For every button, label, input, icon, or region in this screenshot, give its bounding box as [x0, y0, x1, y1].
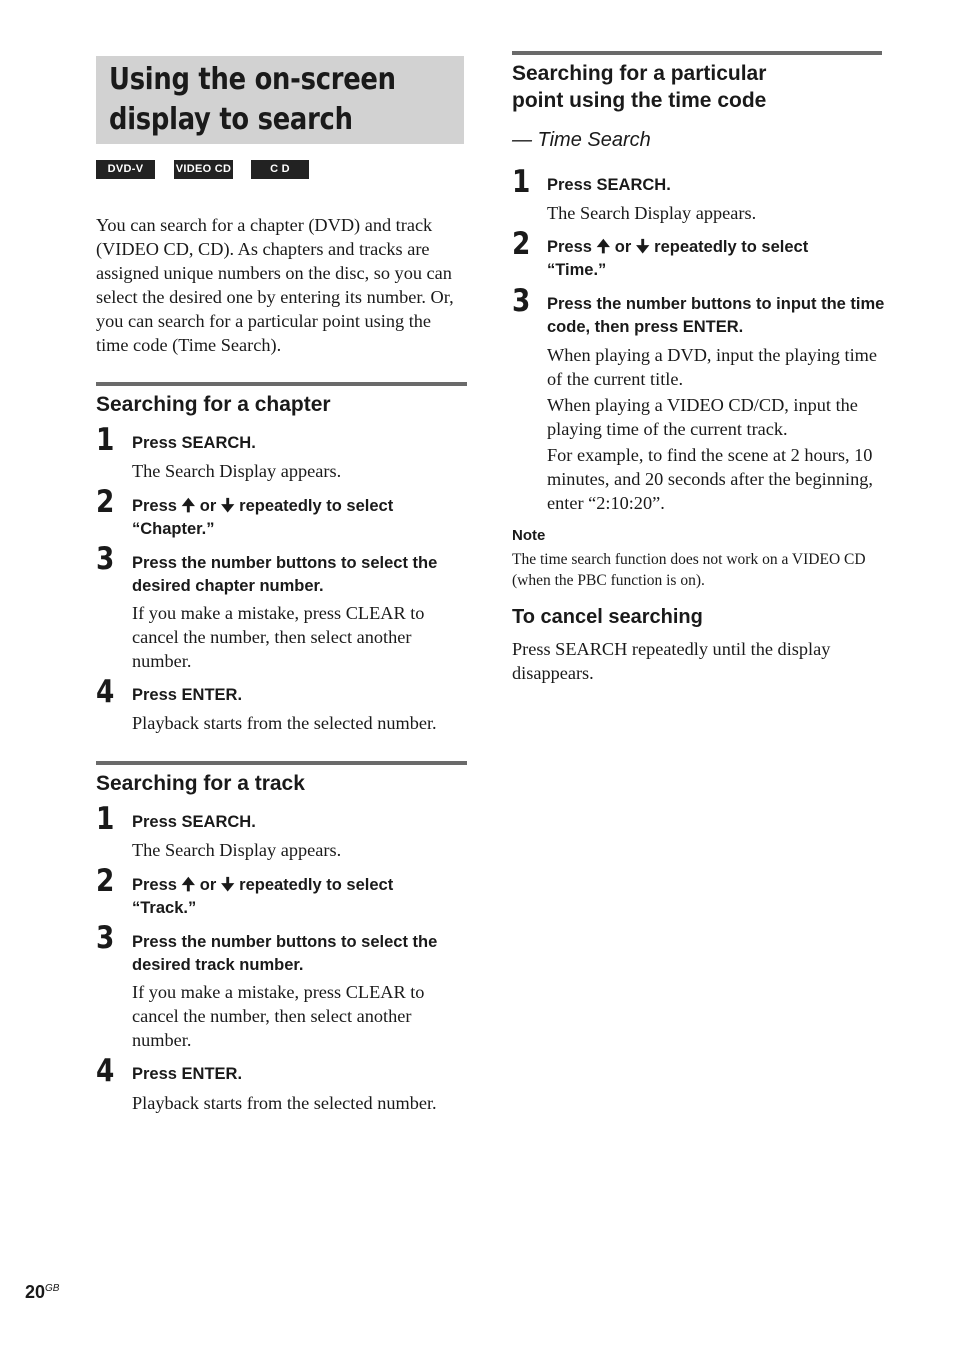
chapter-step-2-instruction: Press 🠉 or 🠋 repeatedly to select “Chapter.”	[132, 497, 394, 538]
down-arrow-icon: 🠋	[635, 238, 650, 256]
page-title	[109, 60, 410, 140]
chapter-step-3-instruction: Press the number buttons to select the desired chapter number.	[132, 554, 438, 595]
intro-paragraph: You can search for a chapter (DVD) and track (VIDEO CD, CD). As chapters and tracks are assigned unique numbers on the disc, so you can select the desired one by entering its number. Or, you can search for a particular point using the time code (Time Search).	[96, 215, 454, 355]
down-arrow-icon: 🠋	[220, 497, 235, 515]
heading-cancel-searching: To cancel searching	[512, 606, 703, 628]
chapter-step-3-body: If you make a mistake, press CLEAR to cancel the number, then select another number.	[132, 603, 425, 671]
track-step-1-body: The Search Display appears.	[132, 840, 342, 860]
chapter-step-4-instruction: Press ENTER.	[132, 686, 243, 704]
track-step-1-number: 1	[96, 801, 115, 837]
badge-cd: C D	[251, 160, 309, 179]
chapter-step-1-number: 1	[96, 422, 115, 458]
heading-timecode: Searching for a particular point using the time code	[512, 62, 767, 112]
time-step-3-instruction: Press the number buttons to input the time code, then press ENTER.	[547, 295, 885, 336]
track-step-1-instruction: Press SEARCH.	[132, 813, 256, 831]
time-step-3-body-dvd: When playing a DVD, input the playing time of the current title.	[547, 345, 878, 389]
chapter-step-4-number: 4	[96, 674, 115, 710]
subheading-time-search: — Time Search	[512, 129, 651, 151]
cancel-searching-text: Press SEARCH repeatedly until the display disappears.	[512, 639, 831, 683]
chapter-step-1-instruction: Press SEARCH.	[132, 434, 256, 452]
track-step-4-body: Playback starts from the selected number.	[132, 1093, 437, 1113]
time-step-2-instruction: Press 🠉 or 🠋 repeatedly to select “Time.”	[547, 238, 809, 279]
time-step-2-number: 2	[512, 226, 531, 262]
track-step-3-number: 3	[96, 920, 115, 956]
up-arrow-icon: 🠉	[181, 497, 196, 515]
track-step-2-instruction: Press 🠉 or 🠋 repeatedly to select “Track.”	[132, 876, 394, 917]
time-step-1-instruction: Press SEARCH.	[547, 176, 671, 194]
page-title-line2: display to search	[109, 102, 353, 137]
time-step-3-body-vcd: When playing a VIDEO CD/CD, input the playing time of the current track.	[547, 395, 858, 439]
section-rule-timecode	[512, 51, 882, 55]
section-rule-chapter	[96, 382, 467, 386]
page-title-box	[96, 56, 464, 144]
time-step-1-number: 1	[512, 164, 531, 200]
heading-track: Searching for a track	[96, 772, 305, 795]
page-title-line1: Using the on-screen	[109, 62, 396, 97]
down-arrow-icon: 🠋	[220, 876, 235, 894]
heading-chapter: Searching for a chapter	[96, 393, 331, 416]
track-step-3-body: If you make a mistake, press CLEAR to cancel the number, then select another number.	[132, 982, 425, 1050]
section-rule-track	[96, 761, 467, 765]
time-step-3-body-example: For example, to find the scene at 2 hours, 10 minutes, and 20 seconds after the beginning, enter “2:10:20”.	[547, 445, 873, 513]
up-arrow-icon: 🠉	[181, 876, 196, 894]
chapter-step-4-body: Playback starts from the selected number.	[132, 713, 437, 733]
time-step-3-number: 3	[512, 283, 531, 319]
time-step-1-body: The Search Display appears.	[547, 203, 757, 223]
badge-dvd-v: DVD-V	[96, 160, 155, 179]
chapter-step-2-number: 2	[96, 484, 115, 520]
note-label: Note	[512, 527, 546, 544]
badge-video-cd: VIDEO CD	[174, 160, 233, 179]
up-arrow-icon: 🠉	[596, 238, 611, 256]
track-step-4-instruction: Press ENTER.	[132, 1065, 243, 1083]
page-number: $20^{GB}$	[25, 1282, 60, 1302]
chapter-step-3-number: 3	[96, 541, 115, 577]
track-step-3-instruction: Press the number buttons to select the desired track number.	[132, 933, 438, 974]
chapter-step-1-body: The Search Display appears.	[132, 461, 342, 481]
page-number-suffix: GB	[45, 1283, 60, 1294]
note-text: The time search function does not work on a VIDEO CD (when the PBC function is on).	[512, 551, 866, 589]
track-step-4-number: 4	[96, 1053, 115, 1089]
track-step-2-number: 2	[96, 863, 115, 899]
